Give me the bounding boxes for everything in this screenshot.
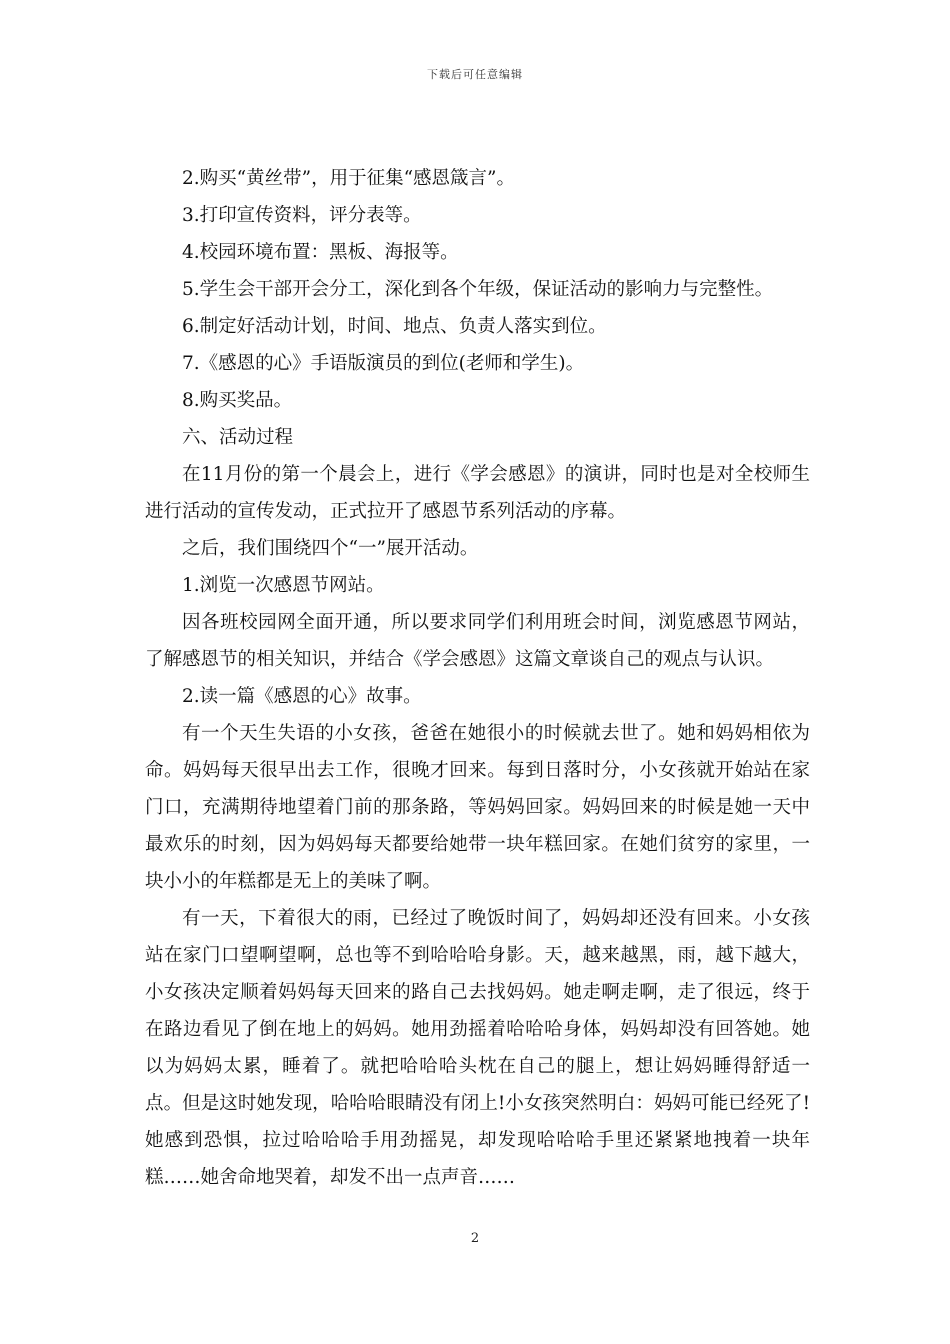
list-item-5: 5.学生会干部开会分工，深化到各个年级，保证活动的影响力与完整性。: [182, 279, 774, 300]
document-body: [145, 160, 810, 1196]
list-item-6: 6.制定好活动计划，时间、地点、负责人落实到位。: [182, 316, 607, 337]
list-item-2: 2.购买“黄丝带”，用于征集“感恩箴言”。: [182, 168, 515, 189]
story-paragraph-1: 有一个天生失语的小女孩，爸爸在她很小的时候就去世了。她和妈妈相依为命。妈妈每天很早出去工作，很晚才回来。每到日落时分，小女孩就开始站在家门口，充满期待地望着门前的那条路，等妈妈回家。妈妈回来的时候是她一天中最欢乐的时刻，因为妈妈每天都要给她带一块年糕回家。在她们贫穷的家里，一块小小的年糕都是无上的美味了啊。: [145, 723, 810, 892]
list-item-3: 3.打印宣传资料，评分表等。: [182, 205, 422, 226]
subheading-browse: 1.浏览一次感恩节网站。: [182, 575, 385, 596]
story-paragraph-2: 有一天，下着很大的雨，已经过了晚饭时间了，妈妈却还没有回来。小女孩站在家门口望啊望啊，总也等不到哈哈哈身影。天，越来越黑，雨，越下越大，小女孩决定顺着妈妈每天回来的路自己去找妈妈。她走啊走啊，走了很远，终于在路边看见了倒在地上的妈妈。她用劲摇着哈哈哈身体，妈妈却没有回答她。她以为妈妈太累，睡着了。就把哈哈哈头枕在自己的腿上，想让妈妈睡得舒适一点。但是这时她发现，哈哈哈眼睛没有闭上!小女孩突然明白：妈妈可能已经死了!她感到恐惧，拉过哈哈哈手用劲摇晃，却发现哈哈哈手里还紧紧地拽着一块年糕……她舍命地哭着，却发不出一点声音……: [145, 908, 810, 1188]
list-item-4: 4.校园环境布置：黑板、海报等。: [182, 242, 459, 263]
list-item-7: 7.《感恩的心》手语版演员的到位(老师和学生)。: [182, 353, 585, 374]
header-note: 下载后可任意编辑: [427, 68, 523, 81]
page-number: 2: [470, 1231, 480, 1246]
paragraph-intro: 在11月份的第一个晨会上，进行《学会感恩》的演讲，同时也是对全校师生进行活动的宣传发动，正式拉开了感恩节系列活动的序幕。: [145, 464, 810, 522]
paragraph-browse: 因各班校园网全面开通，所以要求同学们利用班会时间，浏览感恩节网站，了解感恩节的相关知识，并结合《学会感恩》这篇文章谈自己的观点与认识。: [145, 612, 810, 670]
paragraph-after: 之后，我们围绕四个“一”展开活动。: [182, 538, 479, 559]
section-heading: 六、活动过程: [182, 427, 294, 448]
list-item-8: 8.购买奖品。: [182, 390, 293, 411]
subheading-read: 2.读一篇《感恩的心》故事。: [182, 686, 422, 707]
